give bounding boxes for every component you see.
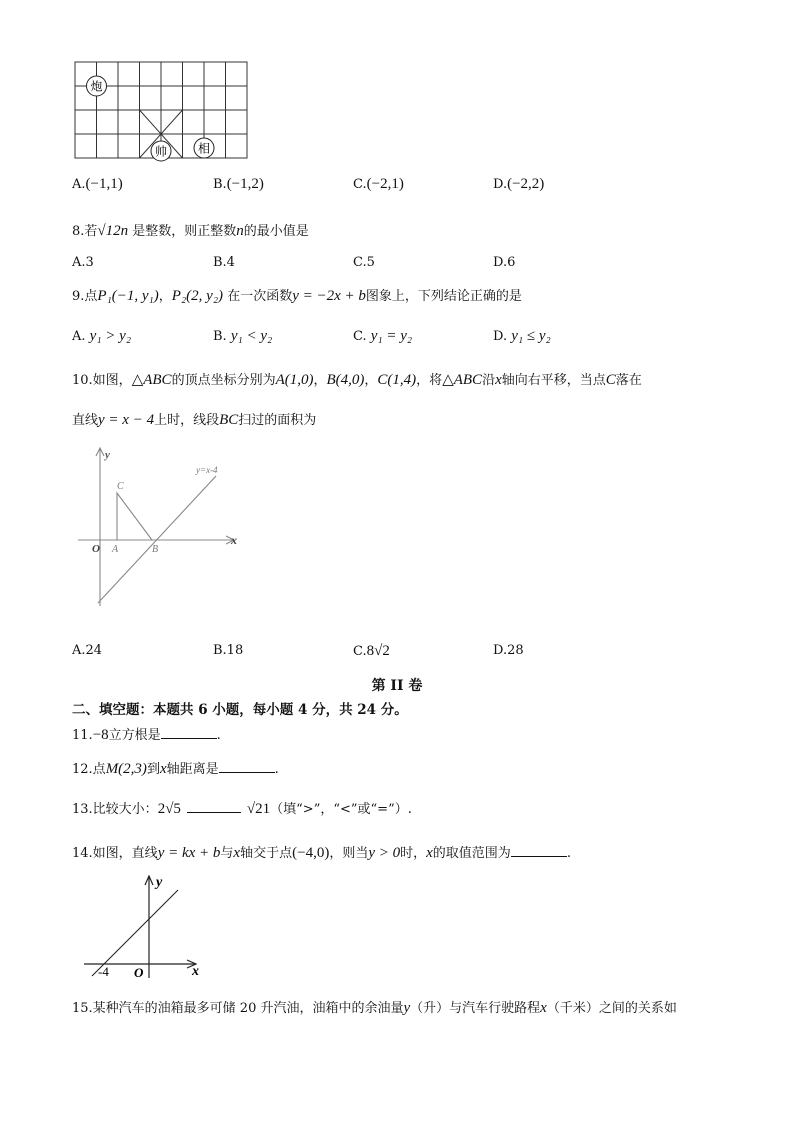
q10-label-b: B [152, 544, 159, 555]
q15-stem: 15.某种汽车的油箱最多可储 20 升汽油，油箱中的余油量y（升）与汽车行驶路程x（千米）之间的关系如 [72, 1000, 677, 1016]
q10-figure [76, 446, 256, 616]
q8-option-d: D.6 [493, 255, 516, 270]
q13-answer-blank[interactable] [187, 800, 241, 813]
q10-label-x: x [231, 533, 237, 547]
chessboard-figure [72, 58, 252, 168]
q9-option-c: C. y₁ = y₂ [353, 328, 413, 344]
q14-label-intercept: -4 [98, 964, 109, 979]
volume-title: 第 II 卷 [371, 678, 423, 694]
q10-option-c: C.8√2 [353, 643, 390, 659]
q10-option-d: D.28 [493, 643, 524, 658]
q10-label-o: O [92, 543, 100, 555]
piece-shuai [151, 141, 171, 161]
q7-option-a: A.(−1,1) [72, 176, 123, 192]
piece-xiang [194, 138, 214, 158]
piece-pao-label: 炮 [90, 79, 103, 94]
q7-option-c: C.(−2,1) [353, 176, 404, 192]
q10-option-a: A.24 [72, 643, 103, 658]
q11-answer-blank[interactable] [161, 726, 217, 739]
q12-stem: 12.点M(2,3)到x轴距离是 . [72, 761, 279, 777]
q10-stem-line2: 直线y = x − 4上时，线段BC扫过的面积为 [72, 412, 317, 428]
q8-stem: 8.若√12n 是整数，则正整数n的最小值是 [72, 223, 309, 239]
q9-stem: 9.点P₁(−1, y₁)，P₂(2, y₂) 在一次函数y = −2x + b图象上，下列结论正确的是 [72, 288, 522, 304]
q9-option-a: A. y₁ > y₂ [72, 328, 132, 344]
q9-option-b: B. y₁ < y₂ [213, 328, 273, 344]
q10-label-c: C [117, 481, 124, 492]
q14-figure [80, 872, 210, 982]
q8-option-c: C.5 [353, 255, 375, 270]
q11-stem: 11.−8立方根是 . [72, 727, 221, 743]
q10-stem-line1: 10.如图，△ABC的顶点坐标分别为A(1,0)，B(4,0)，C(1,4)，将△ABC沿x轴向右平移，当点C落在 [72, 372, 642, 388]
q14-label-x: x [192, 964, 199, 979]
section-heading: 二、填空题：本题共 6 小题，每小题 4 分，共 24 分。 [72, 702, 408, 718]
q14-label-y: y [156, 875, 163, 890]
q13-stem: 13.比较大小：2√5 √21（填“>”，“<”或“=”）. [72, 801, 412, 817]
q12-answer-blank[interactable] [219, 760, 275, 773]
q14-answer-blank[interactable] [511, 844, 567, 857]
q10-triangle [117, 493, 152, 540]
q10-label-y: y [105, 449, 110, 461]
q14-stem: 14.如图，直线y = kx + b与x轴交于点(−4,0)，则当y > 0时，x的取值范围为 . [72, 845, 571, 861]
q10-option-b: B.18 [213, 643, 244, 658]
piece-shuai-label: 帅 [154, 144, 168, 159]
q14-label-o: O [134, 965, 144, 980]
q8-option-a: A.3 [72, 255, 94, 270]
q10-label-a: A [112, 544, 119, 555]
piece-pao [87, 76, 107, 96]
piece-xiang-label: 相 [197, 141, 211, 156]
q7-option-d: D.(−2,2) [493, 176, 545, 192]
q9-option-d: D. y₁ ≤ y₂ [493, 328, 551, 344]
q8-option-b: B.4 [213, 255, 235, 270]
q7-option-b: B.(−1,2) [213, 176, 264, 192]
q10-label-line: y=x-4 [196, 465, 218, 475]
